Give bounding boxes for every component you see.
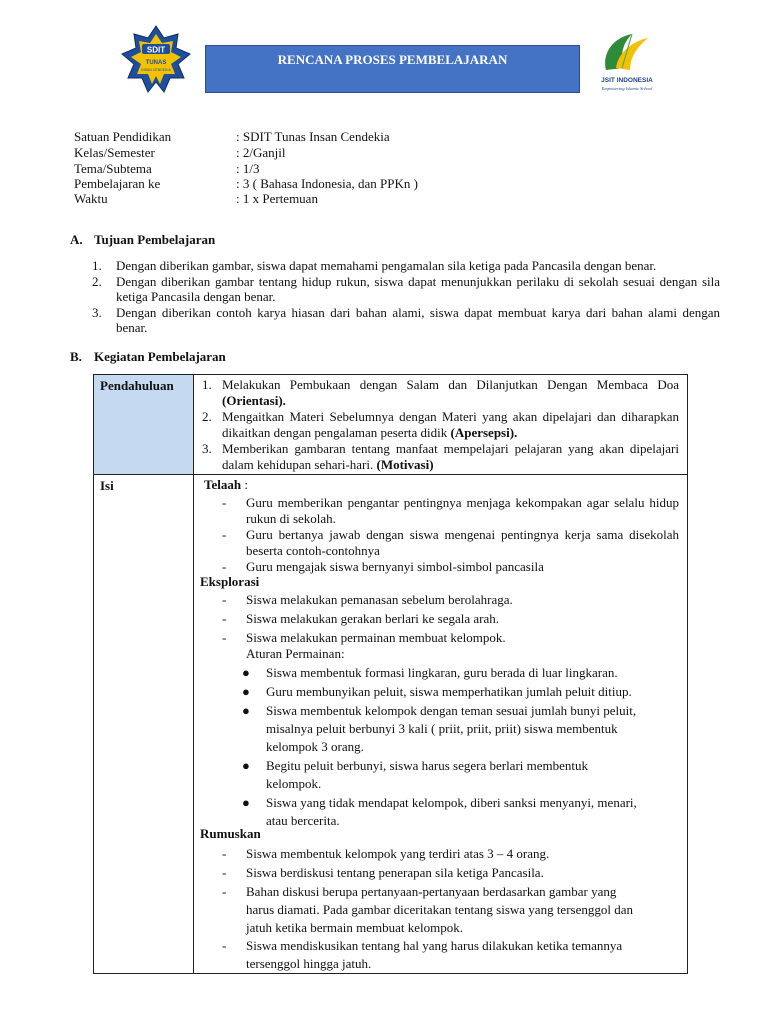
item-number: 1. <box>92 258 102 273</box>
item-text: Dengan diberikan gambar tentang hidup rukun, siswa dapat menunjukkan perilaku di sekolah sesuai dengan sila ketiga Pancasila dengan benar. <box>116 274 720 304</box>
list-item <box>92 258 720 273</box>
item-text: Bahan diskusi berupa pertanyaan-pertanyaan berdasarkan gambar yang harus diamati. Pada gambar diceritakan tentang siswa yang tersenggol dan jatuh ketika bermain membuat kelompok. <box>246 884 633 935</box>
list-item: - Siswa berdiskusi tentang penerapan sila ketiga Pancasila. <box>222 865 544 880</box>
item-text: Siswa melakukan pemanasan sebelum berolahraga. <box>246 592 513 607</box>
item-text: Siswa melakukan gerakan berlari ke segala arah. <box>246 611 500 626</box>
school-logo <box>118 24 194 94</box>
list-item: - Guru mengajak siswa bernyanyi simbol-simbol pancasila <box>222 559 544 574</box>
section-b-heading <box>70 349 226 365</box>
identity-key: Tema/Subtema <box>74 161 152 176</box>
section-title: Kegiatan Pembelajaran <box>94 349 226 364</box>
item-text: Guru memberikan pengantar pentingnya menjaga kekompakan agar selalu hidup rukun di sekolah. <box>246 495 679 526</box>
list-item: - Siswa membentuk kelompok yang terdiri atas 3 – 4 orang. <box>222 846 550 861</box>
list-item <box>92 305 720 335</box>
jsit-logo-tagline: Empowering Islamic School <box>601 86 653 91</box>
identity-value: : 3 ( Bahasa Indonesia, dan PPKn ) <box>236 176 418 191</box>
item-number: 3. <box>202 441 212 456</box>
item-text: Memberikan gambaran tentang manfaat mempelajari pelajaran yang akan dipelajari dalam kehidupan sehari-hari. <box>222 441 679 472</box>
list-item <box>200 377 679 409</box>
objectives-list <box>92 258 720 336</box>
subheading-colon: : <box>241 477 248 492</box>
list-item <box>200 409 679 441</box>
item-text: Guru mengajak siswa bernyanyi simbol-simbol pancasila <box>246 559 544 574</box>
item-text: Mengaitkan Materi Sebelumnya dengan Materi yang akan dipelajari dan diharapkan dikaitkan dengan pengalaman peserta didik <box>222 409 679 440</box>
item-text: Siswa membentuk kelompok dengan teman sesuai jumlah bunyi peluit, misalnya peluit berbunyi 3 kali ( priit, priit, priit) siswa membentuk kelompok 3 orang. <box>266 703 637 754</box>
identity-key: Kelas/Semester <box>74 145 155 160</box>
logo-text-small: INSAN CENDEKIA <box>141 68 171 72</box>
table-cell <box>194 375 687 474</box>
list-item: - Siswa melakukan pemanasan sebelum berolahraga. <box>222 592 513 607</box>
item-text: Siswa berdiskusi tentang penerapan sila ketiga Pancasila. <box>246 865 544 880</box>
identity-value: : 1 x Pertemuan <box>236 191 318 206</box>
table-cell <box>194 475 687 973</box>
list-item: - Bahan diskusi berupa pertanyaan-pertanyaan berdasarkan gambar yang harus diamati. Pada gambar diceritakan tentang siswa yang tersenggol dan jatuh ketika bermain membuat kelompok. <box>222 884 633 935</box>
table-row-header: Isi <box>94 475 194 973</box>
list-item: - Guru bertanya jawab dengan siswa mengenai pentingnya kerja sama disekolah beserta contoh-contohnya <box>222 527 679 558</box>
activities-table <box>93 374 688 974</box>
item-tag: (Motivasi) <box>376 457 434 472</box>
item-number: 2. <box>202 409 212 424</box>
item-tag: (Apersepsi). <box>450 425 518 440</box>
list-item: ● Guru membunyikan peluit, siswa memperhatikan jumlah peluit ditiup. <box>242 684 632 699</box>
item-text: Guru bertanya jawab dengan siswa mengenai pentingnya kerja sama disekolah beserta contoh-contohnya <box>246 527 679 558</box>
eksplorasi-list <box>194 592 679 646</box>
rumuskan-heading: Rumuskan <box>200 826 261 841</box>
item-text: Siswa membentuk formasi lingkaran, guru berada di luar lingkaran. <box>266 665 618 680</box>
item-text: Melakukan Pembukaan dengan Salam dan Dilanjutkan Dengan Membaca Doa <box>222 377 679 392</box>
section-title: Tujuan Pembelajaran <box>94 232 216 247</box>
telaah-heading <box>204 477 248 493</box>
item-text: Siswa membentuk kelompok yang terdiri atas 3 – 4 orang. <box>246 846 550 861</box>
identity-value: : 1/3 <box>236 161 260 176</box>
telaah-list <box>194 495 679 575</box>
identity-key: Pembelajaran ke <box>74 176 161 191</box>
page-title: RENCANA PROSES PEMBELAJARAN <box>205 45 580 93</box>
section-number: A. <box>70 232 83 247</box>
table-row <box>94 375 687 475</box>
rules-title: Aturan Permainan: <box>246 646 345 661</box>
item-text: Guru membunyikan peluit, siswa memperhatikan jumlah peluit ditiup. <box>266 684 632 699</box>
rumuskan-list <box>194 845 679 973</box>
item-number: 1. <box>202 377 212 392</box>
identity-key: Satuan Pendidikan <box>74 129 172 144</box>
list-item: ● Begitu peluit berbunyi, siswa harus segera berlari membentuk kelompok. <box>242 758 589 791</box>
item-number: 2. <box>92 274 102 289</box>
item-text: Siswa mendiskusikan tentang hal yang harus dilakukan ketika temannya tersenggol hingga jatuh. <box>246 938 623 971</box>
item-text: Siswa melakukan permainan membuat kelompok. <box>246 630 506 645</box>
list-item <box>200 441 679 473</box>
item-text: Dengan diberikan contoh karya hiasan dari bahan alami, siswa dapat membuat karya dari bahan alami dengan benar. <box>116 305 720 335</box>
identity-key: Waktu <box>74 191 108 206</box>
item-number: 3. <box>92 305 102 320</box>
list-item: ● Siswa membentuk formasi lingkaran, guru berada di luar lingkaran. <box>242 665 618 680</box>
section-number: B. <box>70 349 82 364</box>
opening-list <box>200 377 679 473</box>
list-item: - Siswa mendiskusikan tentang hal yang harus dilakukan ketika temannya tersenggol hingga jatuh. <box>222 938 623 971</box>
rules-list <box>194 664 637 830</box>
list-item: - Siswa melakukan gerakan berlari ke segala arah. <box>222 611 500 626</box>
list-item: ● Siswa membentuk kelompok dengan teman sesuai jumlah bunyi peluit, misalnya peluit berbunyi 3 kali ( priit, priit, priit) siswa membentuk kelompok 3 orang. <box>242 703 637 754</box>
item-text: Begitu peluit berbunyi, siswa harus segera berlari membentuk kelompok. <box>266 758 589 791</box>
item-text: Siswa yang tidak mendapat kelompok, diberi sanksi menyanyi, menari, atau bercerita. <box>266 795 637 828</box>
section-a-heading <box>70 232 215 248</box>
logo-text-main: SDIT <box>146 45 166 55</box>
table-row-header: Pendahuluan <box>94 375 194 474</box>
list-item <box>92 274 720 304</box>
item-tag: (Orientasi). <box>222 393 286 408</box>
subheading-text: Telaah <box>204 477 242 492</box>
identity-value: : 2/Ganjil <box>236 145 286 160</box>
logo-text-sub: TUNAS <box>145 60 167 66</box>
jsit-logo-text: JSIT INDONESIA <box>601 77 653 84</box>
item-text: Dengan diberikan gambar, siswa dapat memahami pengamalan sila ketiga pada Pancasila dengan benar. <box>116 258 657 273</box>
list-item: ● Siswa yang tidak mendapat kelompok, diberi sanksi menyanyi, menari, atau bercerita. <box>242 795 637 828</box>
eksplorasi-heading: Eksplorasi <box>200 574 260 589</box>
identity-value: : SDIT Tunas Insan Cendekia <box>236 129 390 144</box>
list-item: - Siswa melakukan permainan membuat kelompok. <box>222 630 506 645</box>
jsit-logo <box>592 28 662 94</box>
list-item: - Guru memberikan pengantar pentingnya menjaga kekompakan agar selalu hidup rukun di sekolah. <box>222 495 679 526</box>
